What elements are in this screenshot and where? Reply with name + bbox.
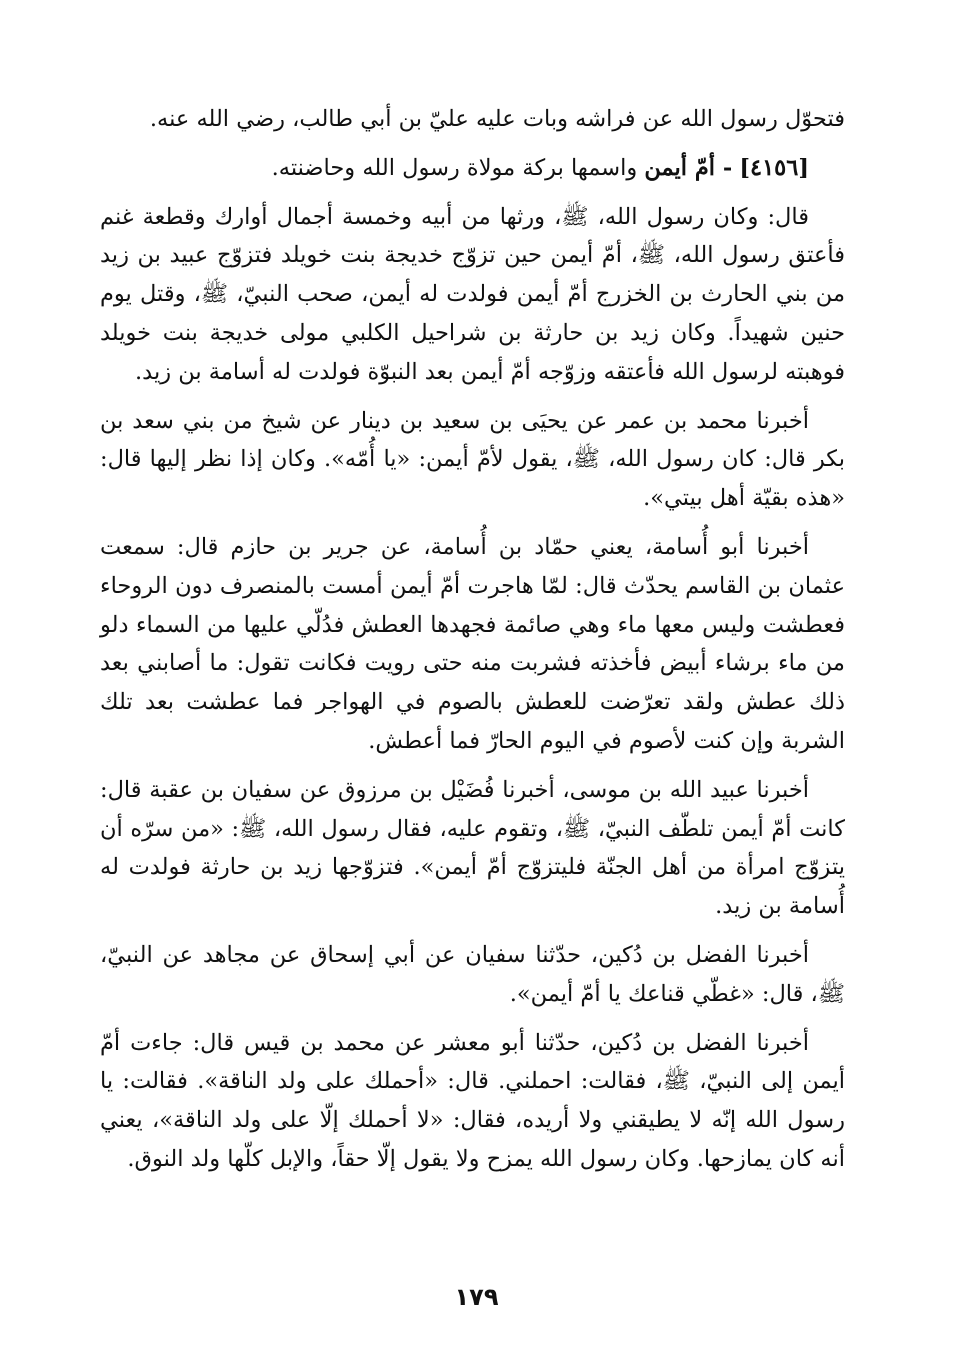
paragraph-continuation — [100, 100, 845, 139]
page-body — [100, 100, 845, 1179]
entry-description: واسمها بركة مولاة رسول الله وحاضنته. — [271, 154, 645, 181]
paragraph — [100, 771, 845, 926]
paragraph-text: أخبرنا عبيد الله بن موسى، أخبرنا فُضَيْل بن مرزوق عن سفيان بن عقبة قال: كانت أمّ أيمن تلطّف النبيّ، ﷺ، وتقوم عليه، فقال رسول الله، ﷺ: «من سرّه أن يتزوّج امرأة من أهل الجنّة فليتزوّج أمّ أيمن». فتزوّجها زيد بن حارثة فولدت له أُسامة بن زيد. — [100, 776, 845, 920]
paragraph-text: أخبرنا الفضل بن دُكين، حدّثنا أبو معشر عن محمد بن قيس قال: جاءت أمّ أيمن إلى النبيّ، ﷺ، فقالت: احملني. قال: «أحملك على ولد الناقة». فقالت: يا رسول الله إنّه لا يطيقني ولا أريده، فقال: «لا أحملك إلّا على ولد الناقة»، يعني أنه كان يمازحها. وكان رسول الله يمزح ولا يقول إلّا حقاً، والإبل كلّها ولد النوق. — [100, 1029, 845, 1172]
paragraph-text: فتحوّل رسول الله عن فراشه وبات عليه عليّ بن أبي طالب، رضي الله عنه. — [149, 106, 845, 132]
paragraph — [100, 528, 845, 761]
paragraph — [100, 198, 845, 392]
paragraph — [100, 936, 845, 1014]
paragraph — [100, 402, 845, 518]
paragraph-text: أخبرنا محمد بن عمر عن يحيَى بن سعيد بن دينار عن شيخ من بني سعد بن بكر قال: كان رسول الله، ﷺ، يقول لأمّ أيمن: «يا أُمّه». وكان إذا نظر إليها قال: «هذه بقيّة أهل بيتي». — [100, 407, 845, 512]
entry-heading — [100, 149, 845, 188]
entry-name: - أمّ أيمن — [644, 154, 733, 181]
paragraph-text: قال: وكان رسول الله، ﷺ، ورثها من أبيه وخمسة أجمال أوارك وقطعة غنم فأعتق رسول الله، ﷺ، أمّ أيمن حين تزوّج خديجة بنت خويلد فتزوّج عبيد بن زيد من بني الحارث بن الخزرج أمّ أيمن فولدت له أيمن، صحب النبيّ، ﷺ، وقتل يوم حنين شهيداً. وكان زيد بن حارثة بن شراحيل الكلبي مولى خديجة بنت خويلد فوهبته لرسول الله فأعتقه وزوّجه أمّ أيمن بعد النبوّة فولدت له أسامة بن زيد. — [100, 203, 845, 385]
entry-number: [٤١٥٦] — [739, 154, 809, 181]
paragraph — [100, 1024, 845, 1179]
paragraph-text: أخبرنا أبو أُسامة، يعني حمّاد بن أُسامة، عن جرير بن حازم قال: سمعت عثمان بن القاسم يحدّث قال: لمّا هاجرت أمّ أيمن أمست بالمنصرف دون الروحاء فعطشت وليس معها ماء وهي صائمة فجهدها العطش فدُلّي عليها من السماء دلو من ماء برشاء أبيض فأخذته فشربت منه حتى رويت فكانت تقول: ما أصابني بعد ذلك عطش ولقد تعرّضت للعطش بالصوم في الهواجر فما عطشت بعد تلك الشربة وإن كنت لأصوم في اليوم الحارّ فما أعطش. — [100, 533, 845, 754]
paragraph-text: أخبرنا الفضل بن دُكين، حدّثنا سفيان عن أبي إسحاق عن مجاهد عن النبيّ، ﷺ، قال: «غطّي قناعك يا أمّ أيمن». — [100, 941, 845, 1007]
page-number: ١٧٩ — [454, 1283, 499, 1311]
